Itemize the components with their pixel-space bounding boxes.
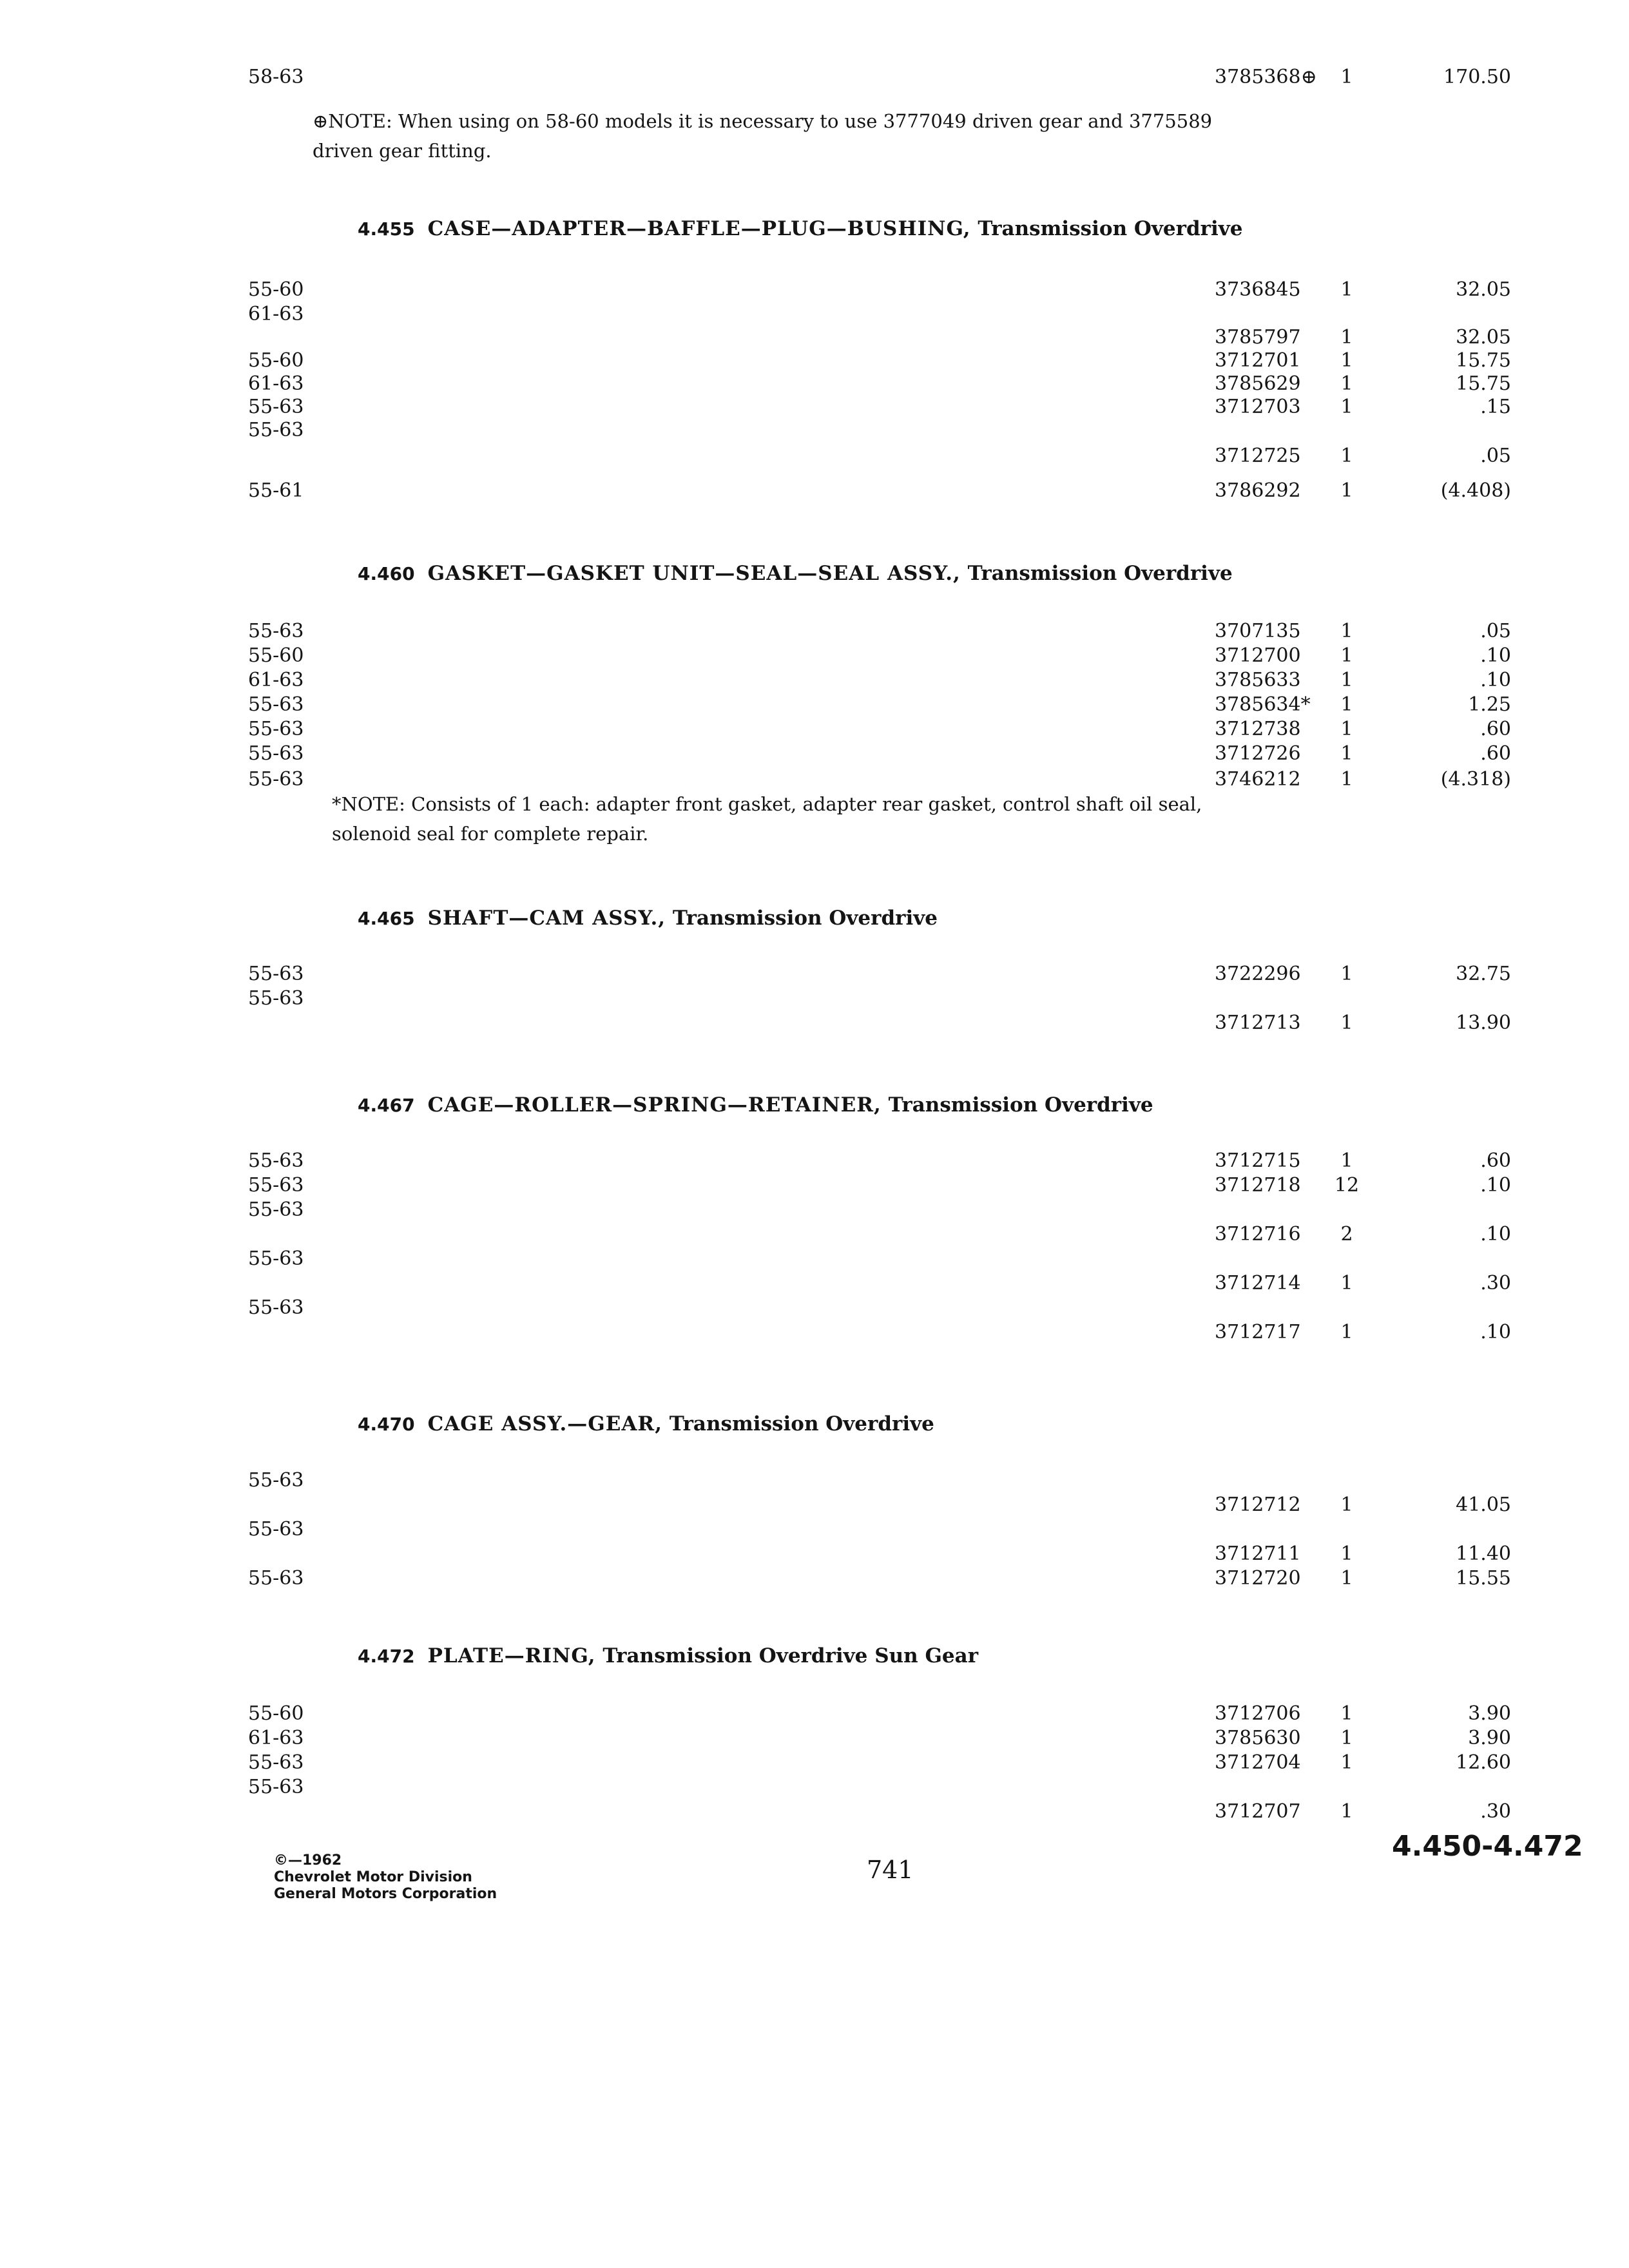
table-row xyxy=(0,1725,1629,1751)
section-heading xyxy=(358,905,938,932)
quantity: 1 xyxy=(1340,479,1353,502)
year-range: 55-63 xyxy=(248,693,304,716)
section-title: CAGE ASSY.—GEAR, xyxy=(427,1412,662,1436)
part-number: 3712704 xyxy=(1215,1751,1301,1774)
table-row xyxy=(0,1566,1629,1591)
table-row xyxy=(0,1295,1629,1321)
year-range: 55-63 xyxy=(248,718,304,740)
top-note: ⊕NOTE: When using on 58-60 models it is necessary to use 3777049 driven gear and 3775589 driven gear fitting. xyxy=(313,110,1213,162)
page-number: 741 xyxy=(867,1856,914,1884)
part-number: 3712717 xyxy=(1215,1321,1301,1343)
year-range: 55-63 xyxy=(248,963,304,985)
table-row xyxy=(0,1799,1629,1825)
section-title: CASE—ADAPTER—BAFFLE—PLUG—BUSHING, xyxy=(427,217,971,240)
price: 32.05 xyxy=(1456,326,1511,349)
year-range: 55-63 xyxy=(248,1174,304,1196)
quantity: 1 xyxy=(1340,742,1353,765)
part-number: 3712713 xyxy=(1215,1012,1301,1034)
table-row xyxy=(0,371,1629,397)
year-range: 55-63 xyxy=(248,1751,304,1774)
price: 15.75 xyxy=(1456,372,1511,395)
table-row xyxy=(0,767,1629,793)
table-row xyxy=(0,1774,1629,1800)
price: .10 xyxy=(1480,1174,1511,1196)
part-number: 3712707 xyxy=(1215,1800,1301,1823)
year-range: 55-63 xyxy=(248,1567,304,1590)
quantity: 1 xyxy=(1340,445,1353,467)
quantity: 1 xyxy=(1340,669,1353,691)
part-number: 3712726 xyxy=(1215,742,1301,765)
year-range: 55-63 xyxy=(248,419,304,441)
section-heading xyxy=(358,561,1233,587)
table-row xyxy=(0,643,1629,669)
price: 11.40 xyxy=(1456,1542,1511,1565)
year-range: 55-63 xyxy=(248,1247,304,1270)
table-row xyxy=(0,418,1629,443)
part-number: 3746212 xyxy=(1215,768,1301,791)
quantity: 1 xyxy=(1340,693,1353,716)
section-number: 4.465 xyxy=(358,908,415,929)
table-row xyxy=(0,668,1629,693)
year-range: 61-63 xyxy=(248,1727,304,1749)
division-name: Chevrolet Motor Division xyxy=(274,1869,472,1885)
quantity: 1 xyxy=(1340,768,1353,791)
quantity: 1 xyxy=(1340,66,1353,88)
part-number: 3785634* xyxy=(1215,693,1311,716)
price: 170.50 xyxy=(1443,66,1511,88)
year-range: 55-63 xyxy=(248,768,304,791)
price: .60 xyxy=(1480,1149,1511,1172)
price: 41.05 xyxy=(1456,1494,1511,1516)
year-range: 55-60 xyxy=(248,1702,304,1725)
table-row xyxy=(0,1197,1629,1223)
section-title: SHAFT—CAM ASSY., xyxy=(427,907,666,930)
table-row xyxy=(0,1010,1629,1036)
table-row xyxy=(0,961,1629,987)
price: 15.75 xyxy=(1456,349,1511,372)
section-range: 4.450-4.472 xyxy=(1392,1830,1583,1863)
price: 3.90 xyxy=(1468,1727,1511,1749)
price: .15 xyxy=(1480,396,1511,418)
corporation-name: General Motors Corporation xyxy=(274,1886,497,1902)
quantity: 1 xyxy=(1340,349,1353,372)
year-range: 61-63 xyxy=(248,372,304,395)
price: .05 xyxy=(1480,620,1511,642)
quantity: 1 xyxy=(1340,1751,1353,1774)
table-row xyxy=(0,1222,1629,1247)
year-range: 55-63 xyxy=(248,1149,304,1172)
part-number: 3785797 xyxy=(1215,326,1301,349)
price: 1.25 xyxy=(1468,693,1511,716)
part-number: 3736845 xyxy=(1215,278,1301,301)
price: .30 xyxy=(1480,1272,1511,1294)
price: .60 xyxy=(1480,718,1511,740)
table-row xyxy=(0,1246,1629,1272)
year-range: 55-63 xyxy=(248,396,304,418)
section-number: 4.470 xyxy=(358,1414,415,1435)
table-row xyxy=(0,478,1629,504)
price: 15.55 xyxy=(1456,1567,1511,1590)
part-number: 3707135 xyxy=(1215,620,1301,642)
section-subtitle: Transmission Overdrive xyxy=(888,1093,1153,1117)
part-number: 3712716 xyxy=(1215,1223,1301,1245)
part-number: 3712712 xyxy=(1215,1494,1301,1516)
section-heading xyxy=(358,1092,1153,1119)
price: 13.90 xyxy=(1456,1012,1511,1034)
section-note: *NOTE: Consists of 1 each: adapter front gasket, adapter rear gasket, control shaft oil seal, solenoid seal for complete repair. xyxy=(332,793,1202,845)
quantity: 1 xyxy=(1340,1727,1353,1749)
price: 32.05 xyxy=(1456,278,1511,301)
section-heading xyxy=(358,216,1243,242)
table-row xyxy=(0,325,1629,351)
quantity: 1 xyxy=(1340,963,1353,985)
part-number: 3712700 xyxy=(1215,644,1301,667)
price: .10 xyxy=(1480,1223,1511,1245)
footer-publisher xyxy=(274,1852,497,1903)
quantity: 1 xyxy=(1340,1542,1353,1565)
section-title: CAGE—ROLLER—SPRING—RETAINER, xyxy=(427,1093,882,1117)
part-number: 3712701 xyxy=(1215,349,1301,372)
quantity: 1 xyxy=(1340,1149,1353,1172)
price: .10 xyxy=(1480,1321,1511,1343)
section-number: 4.472 xyxy=(358,1646,415,1667)
table-row xyxy=(0,1541,1629,1567)
table-row xyxy=(0,1148,1629,1174)
quantity: 1 xyxy=(1340,718,1353,740)
table-row xyxy=(0,1517,1629,1542)
table-row xyxy=(0,716,1629,742)
quantity: 1 xyxy=(1340,326,1353,349)
year-range: 55-60 xyxy=(248,278,304,301)
part-number: 3722296 xyxy=(1215,963,1301,985)
year-range: 55-60 xyxy=(248,349,304,372)
quantity: 12 xyxy=(1334,1174,1360,1196)
price: .60 xyxy=(1480,742,1511,765)
table-row xyxy=(0,1173,1629,1198)
table-row xyxy=(0,692,1629,718)
part-number: 3712714 xyxy=(1215,1272,1301,1294)
table-row xyxy=(0,986,1629,1012)
section-subtitle: Transmission Overdrive xyxy=(669,1412,934,1436)
table-row xyxy=(0,619,1629,644)
table-row xyxy=(0,277,1629,303)
price: .10 xyxy=(1480,644,1511,667)
year-range: 55-60 xyxy=(248,644,304,667)
table-row xyxy=(0,741,1629,767)
table-row xyxy=(0,64,1629,90)
part-number: 3712711 xyxy=(1215,1542,1301,1565)
price: 32.75 xyxy=(1456,963,1511,985)
section-subtitle: Transmission Overdrive xyxy=(672,907,938,930)
section-number: 4.455 xyxy=(358,218,415,240)
part-number: 3785368⊕ xyxy=(1215,66,1317,88)
quantity: 1 xyxy=(1340,396,1353,418)
part-number: 3786292 xyxy=(1215,479,1301,502)
part-number: 3712720 xyxy=(1215,1567,1301,1590)
price: .10 xyxy=(1480,669,1511,691)
year-range: 61-63 xyxy=(248,669,304,691)
quantity: 1 xyxy=(1340,1012,1353,1034)
section-subtitle: Transmission Overdrive Sun Gear xyxy=(602,1644,979,1667)
year-range: 55-63 xyxy=(248,1469,304,1492)
section-number: 4.467 xyxy=(358,1095,415,1116)
price: .30 xyxy=(1480,1800,1511,1823)
part-number: 3712706 xyxy=(1215,1702,1301,1725)
year-range: 58-63 xyxy=(248,66,304,88)
section-title: PLATE—RING, xyxy=(427,1644,596,1667)
quantity: 1 xyxy=(1340,1567,1353,1590)
table-row xyxy=(0,1271,1629,1296)
section-heading xyxy=(358,1411,934,1437)
section-title: GASKET—GASKET UNIT—SEAL—SEAL ASSY., xyxy=(427,562,961,585)
quantity: 1 xyxy=(1340,644,1353,667)
price: (4.318) xyxy=(1440,768,1511,791)
year-range: 55-63 xyxy=(248,1518,304,1541)
section-number: 4.460 xyxy=(358,563,415,584)
year-range: 55-63 xyxy=(248,1198,304,1221)
part-number: 3785633 xyxy=(1215,669,1301,691)
quantity: 1 xyxy=(1340,1494,1353,1516)
quantity: 1 xyxy=(1340,1702,1353,1725)
part-number: 3712715 xyxy=(1215,1149,1301,1172)
price: .05 xyxy=(1480,445,1511,467)
section-subtitle: Transmission Overdrive xyxy=(978,217,1243,240)
section-subtitle: Transmission Overdrive xyxy=(967,562,1233,585)
year-range: 55-63 xyxy=(248,987,304,1010)
table-row xyxy=(0,302,1629,327)
copyright: ©—1962 xyxy=(274,1852,342,1869)
table-row xyxy=(0,1750,1629,1776)
quantity: 1 xyxy=(1340,1800,1353,1823)
year-range: 55-61 xyxy=(248,479,304,502)
quantity: 1 xyxy=(1340,372,1353,395)
table-row xyxy=(0,443,1629,469)
year-range: 55-63 xyxy=(248,742,304,765)
quantity: 1 xyxy=(1340,1321,1353,1343)
price: (4.408) xyxy=(1440,479,1511,502)
part-number: 3712703 xyxy=(1215,396,1301,418)
table-row xyxy=(0,1701,1629,1727)
part-number: 3712725 xyxy=(1215,445,1301,467)
quantity: 1 xyxy=(1340,1272,1353,1294)
year-range: 61-63 xyxy=(248,303,304,325)
quantity: 1 xyxy=(1340,620,1353,642)
part-number: 3785630 xyxy=(1215,1727,1301,1749)
table-row xyxy=(0,1492,1629,1518)
year-range: 55-63 xyxy=(248,620,304,642)
table-row xyxy=(0,1320,1629,1345)
table-row xyxy=(0,1468,1629,1494)
table-row xyxy=(0,348,1629,374)
section-heading xyxy=(358,1643,978,1669)
quantity: 2 xyxy=(1340,1223,1353,1245)
price: 12.60 xyxy=(1456,1751,1511,1774)
table-row xyxy=(0,394,1629,420)
part-number: 3785629 xyxy=(1215,372,1301,395)
year-range: 55-63 xyxy=(248,1296,304,1319)
part-number: 3712718 xyxy=(1215,1174,1301,1196)
part-number: 3712738 xyxy=(1215,718,1301,740)
price: 3.90 xyxy=(1468,1702,1511,1725)
year-range: 55-63 xyxy=(248,1776,304,1798)
quantity: 1 xyxy=(1340,278,1353,301)
